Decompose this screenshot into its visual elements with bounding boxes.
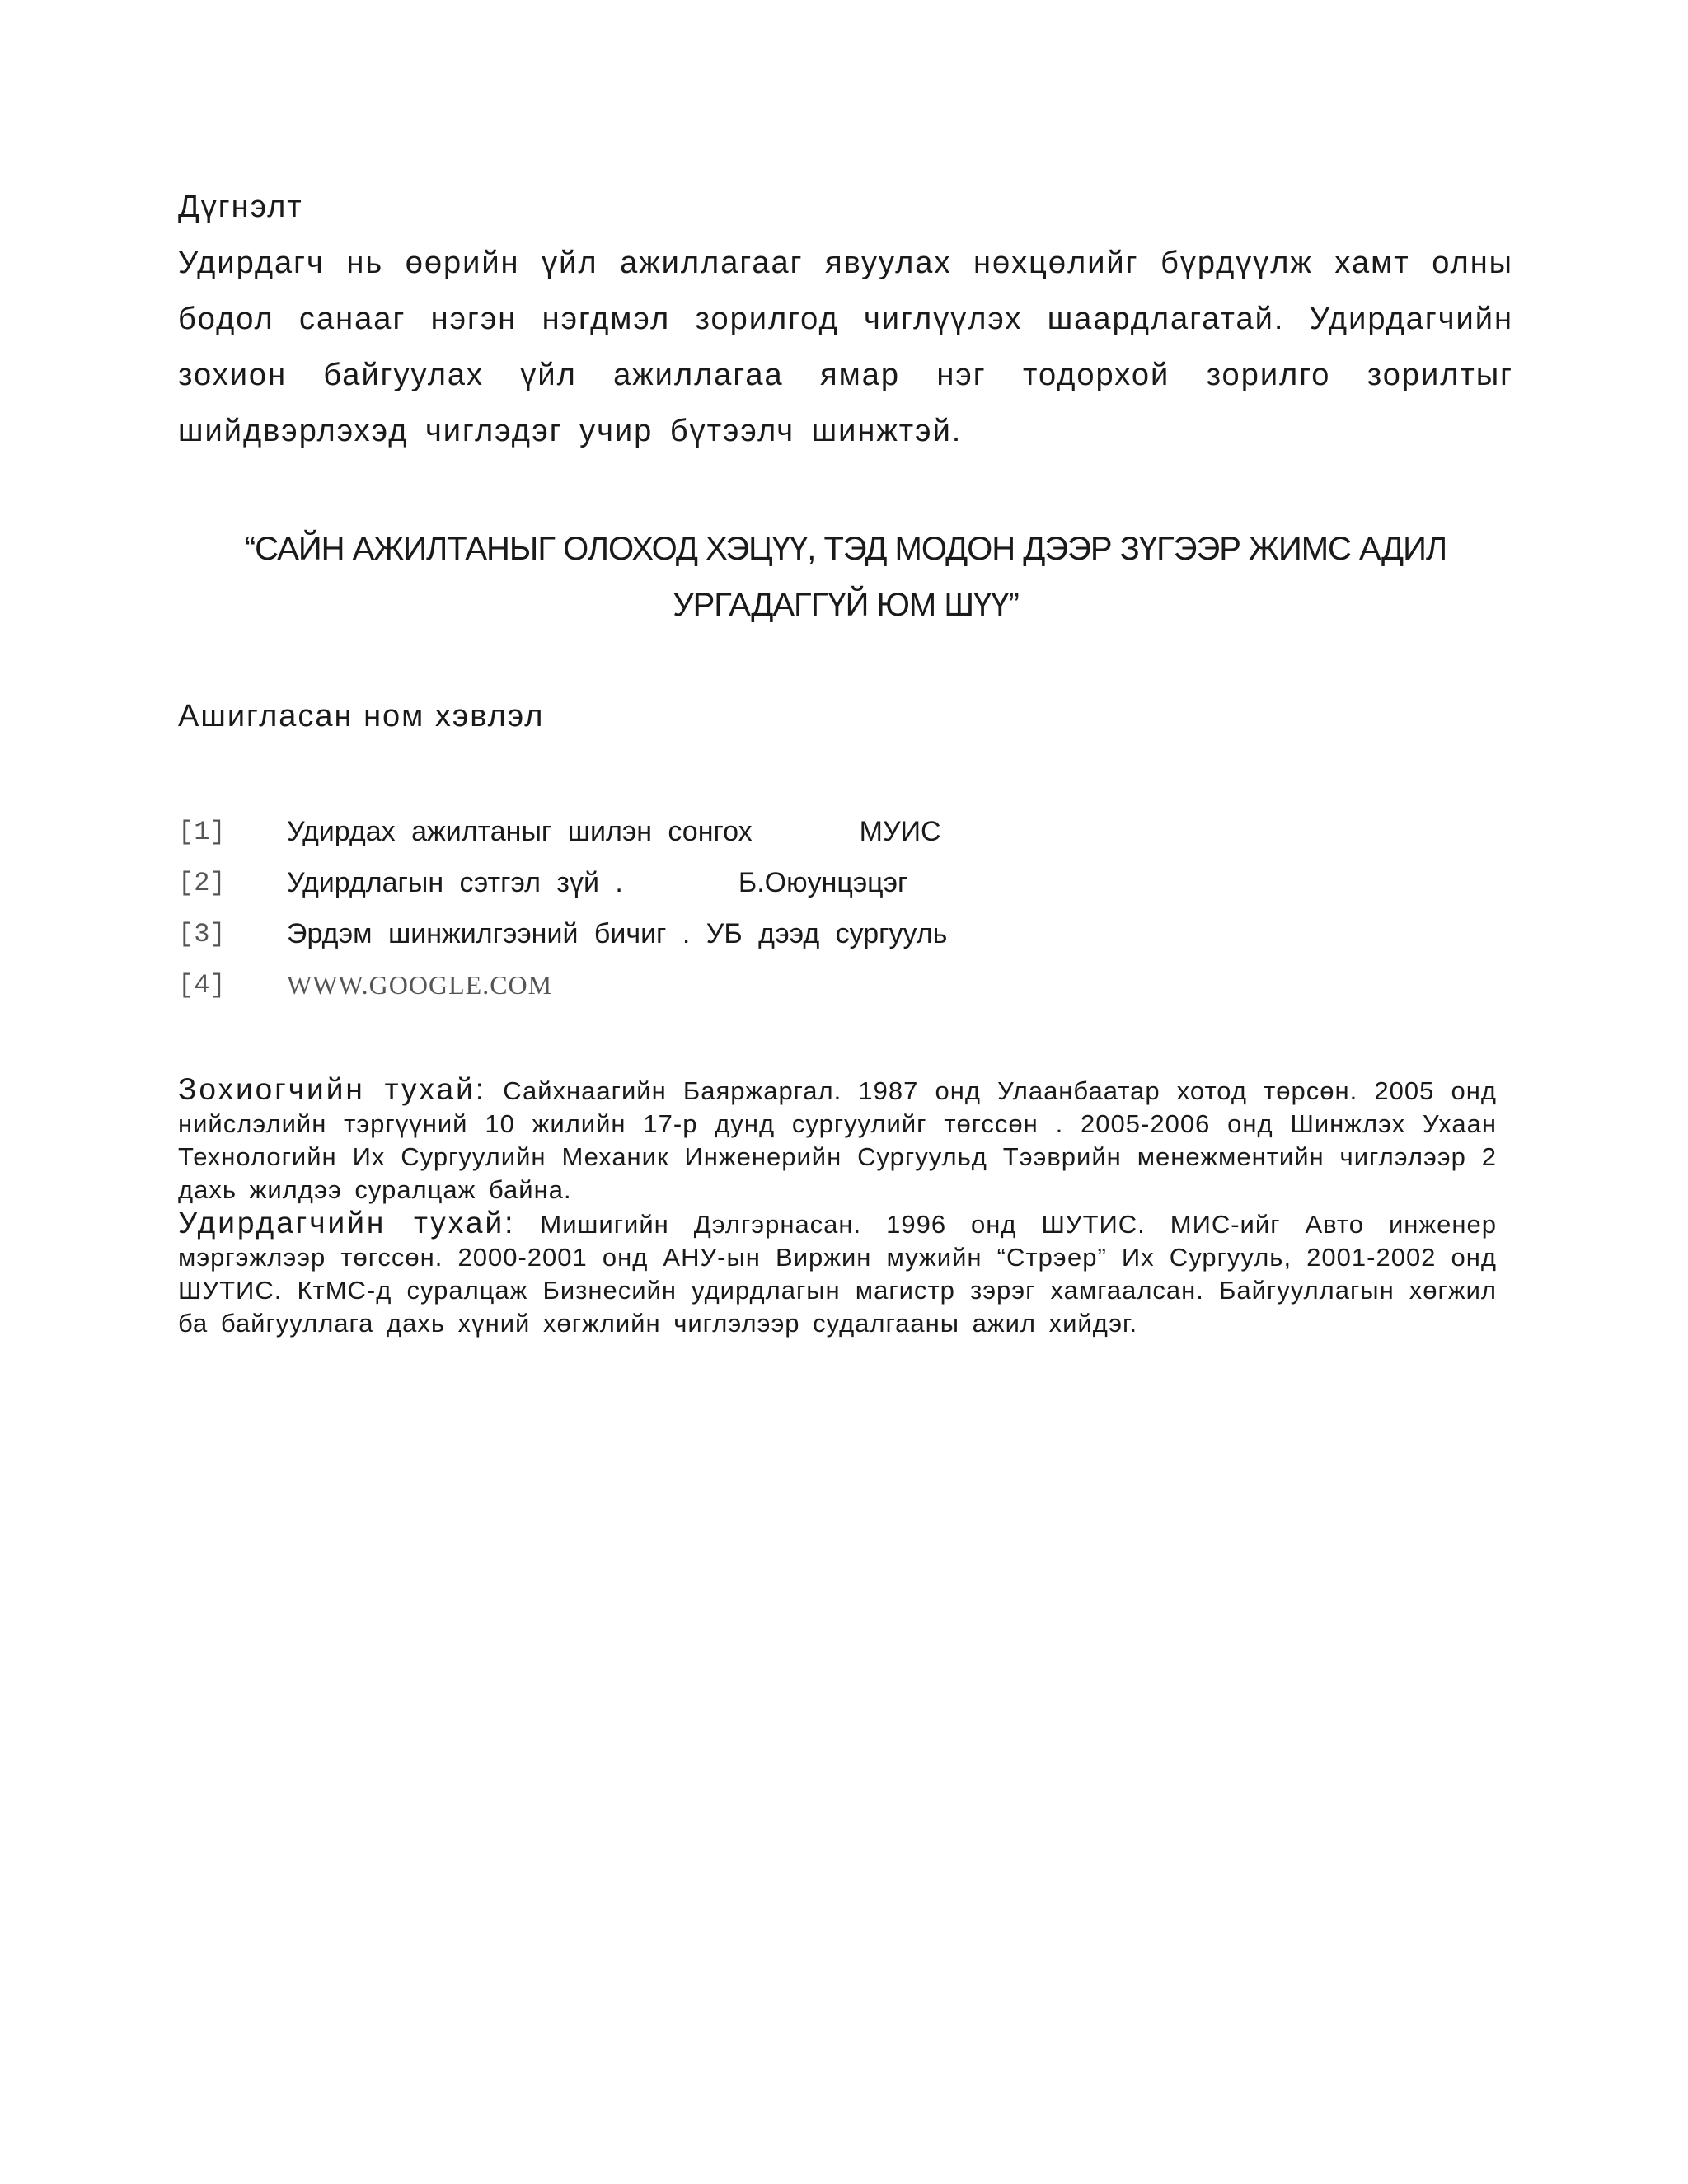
reference-item <box>178 908 1250 959</box>
reference-number: [3] <box>178 918 226 949</box>
reference-title: Удирдлагын сэтгэл зүй . <box>287 866 623 898</box>
conclusion-section <box>178 190 1513 459</box>
references-list <box>178 806 1250 1010</box>
supervisor-label: Удирдагчийн тухай: <box>178 1206 516 1240</box>
reference-number: [4] <box>178 969 226 1001</box>
reference-link[interactable]: WWW.GOOGLE.COM <box>287 969 553 1000</box>
reference-source: МУИС <box>859 815 941 847</box>
reference-item <box>178 959 1250 1010</box>
references-heading: Ашигласан ном хэвлэл <box>178 699 545 733</box>
reference-title: Эрдэм шинжилгээний бичиг . УБ дээд сургууль <box>287 917 948 949</box>
supervisor-bio <box>178 1207 1497 1340</box>
bio-section <box>178 1073 1497 1340</box>
reference-number: [1] <box>178 816 226 847</box>
quote-line-2: УРГАДАГГҮЙ ЮМ ШҮҮ” <box>673 587 1019 623</box>
conclusion-heading: Дүгнэлт <box>178 190 303 224</box>
reference-title: Удирдах ажилтаныг шилэн сонгох <box>287 815 753 847</box>
supervisor-text: Мишигийн Дэлгэрнасан. 1996 онд ШУТИС. МИС-ийг Авто инженер мэргэжлээр төгссөн. 2000-2001 онд АНУ-ын Виржин мужийн “Стрэер” Их Сургууль, 2001-2002 онд ШУТИС. КтМС-д суралцаж Бизнесийн удирдлагын магистр зэрэг хамгаалсан. Байгууллагын хөгжил ба байгууллага дахь хүний хөгжлийн чиглэлээр судалгааны ажил хийдэг. <box>178 1210 1497 1338</box>
reference-item <box>178 806 1250 857</box>
reference-number: [2] <box>178 867 226 898</box>
author-text: Сайхнаагийн Баяржаргал. 1987 онд Улаанбаатар хотод төрсөн. 2005 онд нийслэлийн тэргүүний 10 жилийн 17-р дунд сургуулийг төгссөн . 2005-2006 онд Шинжлэх Ухаан Технологийн Их Сургуулийн Механик Инженерийн Сургуульд Тээврийн менежментийн чиглэлээр 2 дахь жилдээ суралцаж байна. <box>178 1076 1497 1204</box>
reference-item <box>178 857 1250 908</box>
conclusion-paragraph: Удирдагч нь өөрийн үйл ажиллагааг явуулах нөхцөлийг бүрдүүлж хамт олны бодол санааг нэгэн нэгдмэл зорилгод чиглүүлэх шаардлагатай. Удирдагчийн зохион байгуулах үйл ажиллагаа ямар нэг тодорхой зорилго зорилтыг шийдвэрлэхэд чиглэдэг учир бүтээлч шинжтэй. <box>178 246 1513 448</box>
quote-line-1: “САЙН АЖИЛТАНЫГ ОЛОХОД ХЭЦҮҮ, ТЭД МОДОН ДЭЭР ЗҮГЭЭР ЖИМС АДИЛ <box>244 531 1447 567</box>
author-bio <box>178 1073 1497 1207</box>
quote-block <box>178 521 1513 633</box>
author-label: Зохиогчийн тухай: <box>178 1072 487 1106</box>
reference-source: Б.Оюунцэцэг <box>738 866 908 898</box>
